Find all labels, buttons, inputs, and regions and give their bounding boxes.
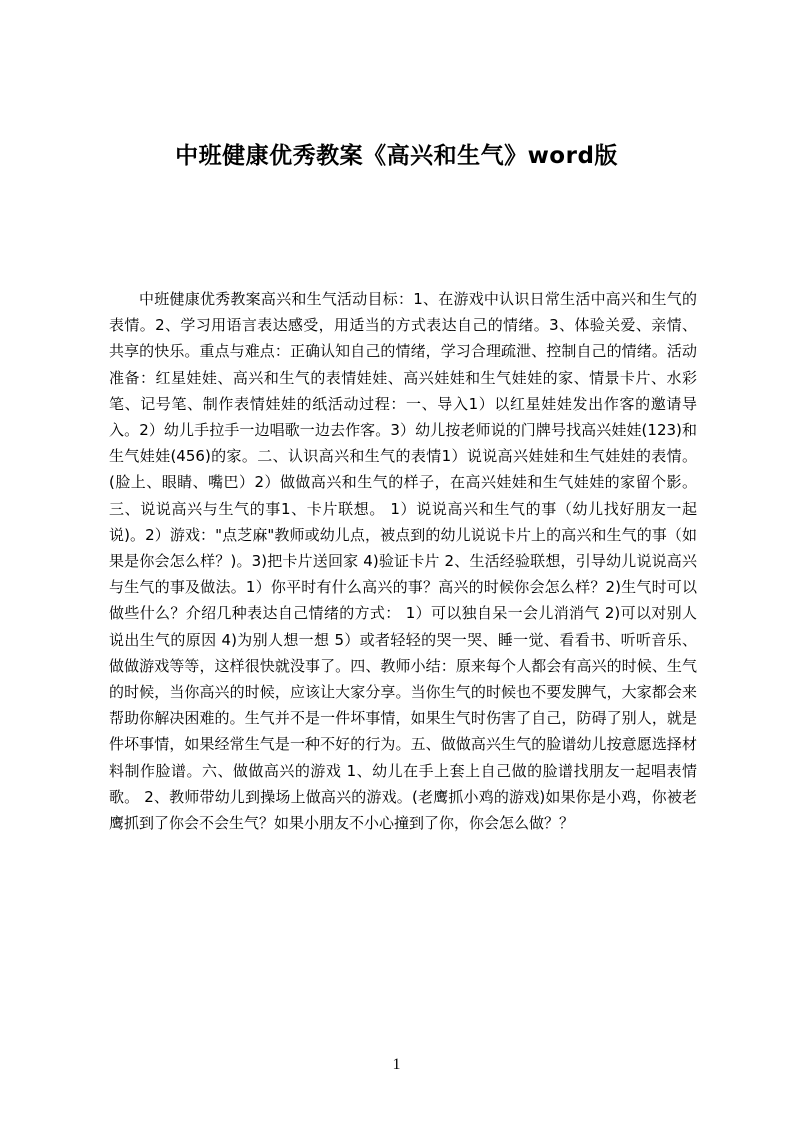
document-title: 中班健康优秀教案《高兴和生气》word版: [175, 143, 618, 169]
page-number: 1: [392, 1056, 401, 1073]
body-paragraph: 中班健康优秀教案高兴和生气活动目标：1、在游戏中认识日常生活中高兴和生气的表情。2、学习用语言表达感受，用适当的方式表达自己的情绪。3、体验关爱、亲情、共享的快乐。重点与难点：正确认知自己的情绪，学习合理疏泄、控制自己的情绪。活动准备：红星娃娃、高兴和生气的表情娃娃、高兴娃娃和生气娃娃的家、情景卡片、水彩笔、记号笔、制作表情娃娃的纸活动过程：一、导入1）以红星娃娃发出作客的邀请导入。2）幼儿手拉手一边唱歌一边去作客。3）幼儿按老师说的门牌号找高兴娃娃(123)和生气娃娃(456)的家。二、认识高兴和生气的表情1）说说高兴娃娃和生气娃娃的表情。(脸上、眼睛、嘴巴）2）做做高兴和生气的样子，在高兴娃娃和生气娃娃的家留个影。三、说说高兴与生气的事1、卡片联想。 1）说说高兴和生气的事（幼儿找好朋友一起说)。2）游戏："点芝麻"教师或幼儿点，被点到的幼儿说说卡片上的高兴和生气的事（如果是你会怎么样？)。3)把卡片送回家 4)验证卡片 2、生活经验联想，引导幼儿说说高兴与生气的事及做法。1）你平时有什么高兴的事？高兴的时候你会怎么样？2)生气时可以做些什么？介绍几种表达自己情绪的方式： 1）可以独自呆一会儿消消气 2)可以对别人说出生气的原因 4)为别人想一想 5）或者轻轻的哭一哭、睡一觉、看看书、听听音乐、做做游戏等等，这样很快就没事了。四、教师小结：原来每个人都会有高兴的时候、生气的时候，当你高兴的时候，应该让大家分享。当你生气的时候也不要发脾气，大家都会来帮助你解决困难的。生气并不是一件坏事情，如果生气时伤害了自己，防碍了别人，就是件坏事情，如果经常生气是一种不好的行为。五、做做高兴生气的脸谱幼儿按意愿选择材料制作脸谱。六、做做高兴的游戏 1、幼儿在手上套上自己做的脸谱找朋友一起唱表情歌。 2、教师带幼儿到操场上做高兴的游戏。(老鹰抓小鸡的游戏)如果你是小鸡，你被老鹰抓到了你会不会生气？如果小朋友不小心撞到了你，你会怎么做？？: [109, 290, 697, 833]
